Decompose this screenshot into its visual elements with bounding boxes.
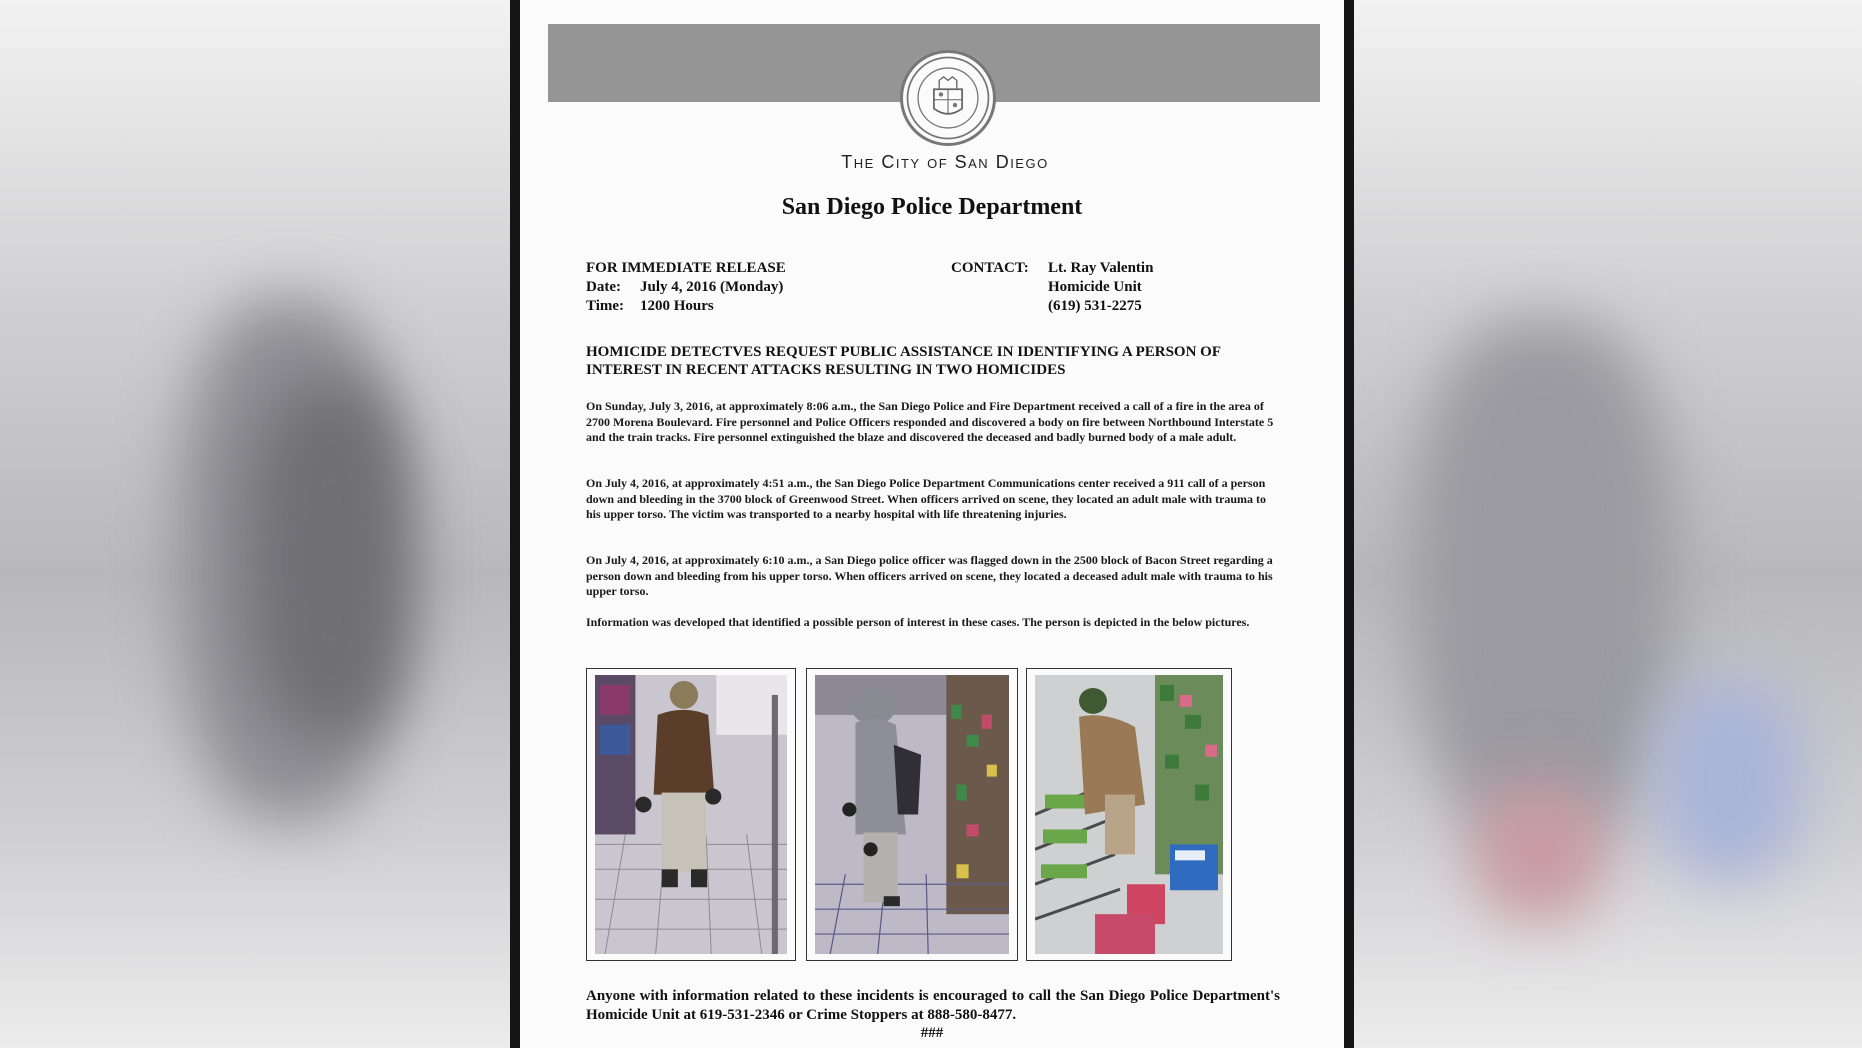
release-label: FOR IMMEDIATE RELEASE bbox=[586, 260, 786, 276]
contact-info bbox=[951, 259, 1153, 316]
press-release-document bbox=[520, 0, 1344, 1048]
end-mark: ### bbox=[920, 1025, 944, 1041]
background-right bbox=[1354, 0, 1862, 1048]
contact-unit: Homicide Unit bbox=[1048, 279, 1142, 295]
surveillance-photo-3 bbox=[1026, 668, 1232, 961]
date-label: Date: bbox=[586, 279, 621, 295]
frame-edge-right bbox=[1344, 0, 1354, 1048]
contact-label: CONTACT: bbox=[951, 260, 1029, 276]
time-row bbox=[586, 297, 786, 316]
headline: HOMICIDE DETECTVES REQUEST PUBLIC ASSISTANCE IN IDENTIFYING A PERSON OF INTEREST IN RECENT ATTACKS RESULTING IN TWO HOMICIDES bbox=[586, 344, 1221, 378]
background-left bbox=[0, 0, 510, 1048]
paragraph-2: On July 4, 2016, at approximately 4:51 a.m., the San Diego Police Department Communications center received a 911 call of a person down and bleeding in the 3700 block of Greenwood Street. When officers arrived on scene, they located an adult male with trauma to his upper torso. The victim was transported to a nearby hospital with life threatening injuries. bbox=[586, 476, 1266, 521]
contact-phone: (619) 531-2275 bbox=[1048, 298, 1142, 314]
city-name: The City of San Diego bbox=[841, 152, 1049, 172]
surveillance-photo-1 bbox=[586, 668, 796, 961]
paragraph-4: Information was developed that identified a possible person of interest in these cases. The person is depicted in the below pictures. bbox=[586, 615, 1250, 629]
time-label: Time: bbox=[586, 298, 625, 314]
date-row bbox=[586, 278, 786, 297]
release-info bbox=[586, 259, 786, 316]
paragraph-3: On July 4, 2016, at approximately 6:10 a.m., a San Diego police officer was flagged down in the 2500 block of Bacon Street regarding a person down and bleeding from his upper torso. When officers arrived on scene, they located a deceased adult male with trauma to his upper torso. bbox=[586, 553, 1273, 598]
frame-edge-left bbox=[510, 0, 520, 1048]
city-seal-icon bbox=[900, 50, 996, 146]
paragraph-1: On Sunday, July 3, 2016, at approximately 8:06 a.m., the San Diego Police and Fire Department received a call of a fire in the area of 2700 Morena Boulevard. Fire personnel and Police Officers responded and discovered a body on fire between Northbound Interstate 5 and the train tracks. Fire personnel extinguished the blaze and discovered the deceased and badly burned body of a male adult. bbox=[586, 399, 1274, 444]
contact-name: Lt. Ray Valentin bbox=[1048, 260, 1154, 276]
date-value: July 4, 2016 (Monday) bbox=[640, 279, 784, 295]
department-title: San Diego Police Department bbox=[781, 194, 1083, 220]
closing-statement: Anyone with information related to these incidents is encouraged to call the San Diego Police Department's Homicide Unit at 619-531-2346 or Crime Stoppers at 888-580-8477. bbox=[586, 988, 1280, 1023]
surveillance-photo-2 bbox=[806, 668, 1018, 961]
time-value: 1200 Hours bbox=[640, 298, 714, 314]
